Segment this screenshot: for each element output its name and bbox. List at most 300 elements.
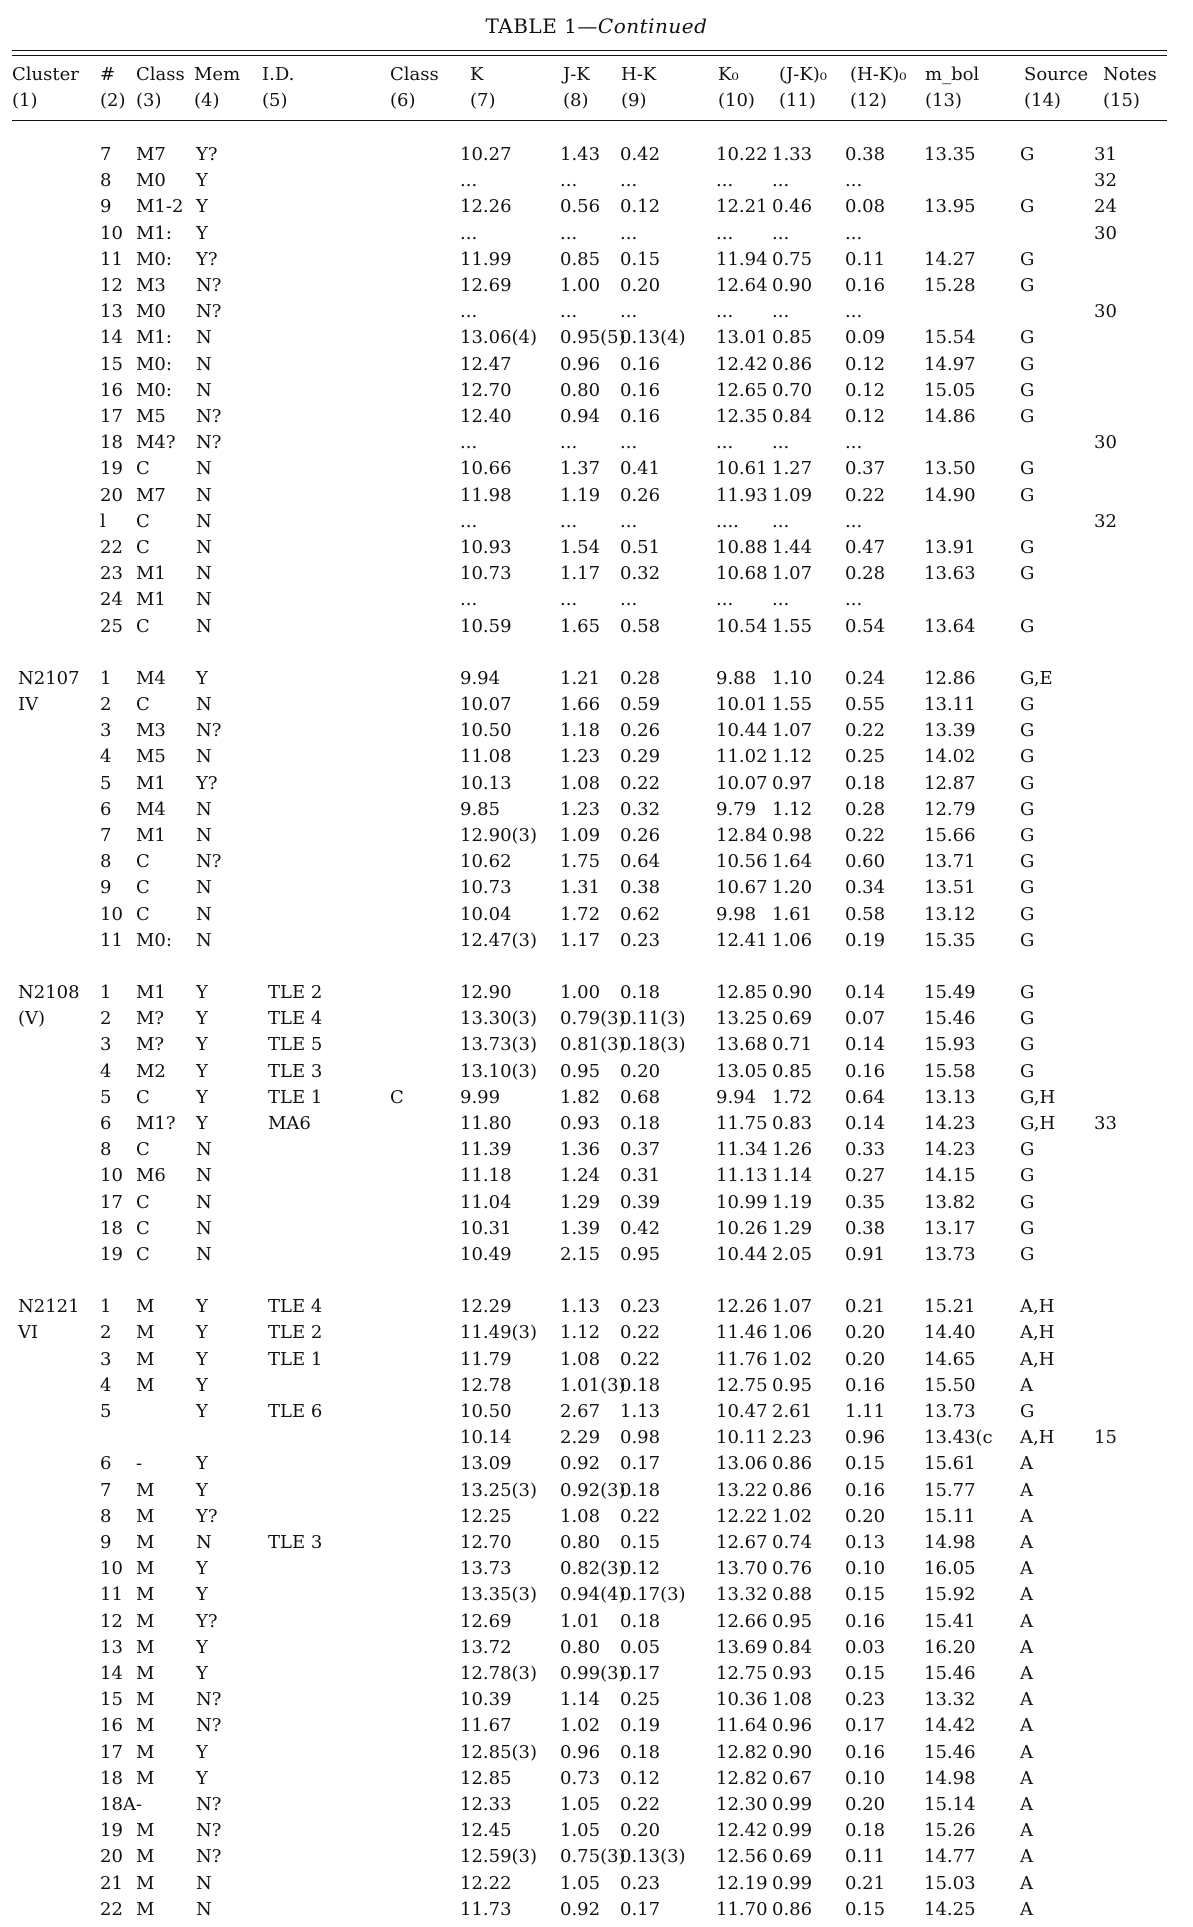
cell-spectral-class: M4 bbox=[136, 798, 166, 820]
cell-k0: 12.19 bbox=[716, 1872, 768, 1894]
cell-k0: 13.25 bbox=[716, 1008, 768, 1030]
cell-k0: ... bbox=[716, 432, 734, 454]
cell-h-k: 0.22 bbox=[620, 1794, 661, 1815]
cell-membership: N bbox=[196, 798, 212, 820]
cell-mbol: 14.97 bbox=[924, 353, 976, 375]
cell-jk0: 0.96 bbox=[772, 1715, 813, 1737]
cell-source: A bbox=[1020, 1558, 1033, 1580]
cell-spectral-class: M bbox=[136, 1846, 155, 1868]
cell-h-k: 0.58 bbox=[620, 615, 661, 637]
cell-spectral-class: C bbox=[136, 1086, 150, 1108]
cell-spectral-class: M bbox=[136, 1558, 155, 1580]
cell-star-number: 5 bbox=[100, 1401, 112, 1422]
table-row bbox=[0, 277, 1193, 303]
cell-jk0: 1.44 bbox=[772, 537, 813, 558]
cell-hk0: 0.25 bbox=[845, 746, 886, 768]
cell-spectral-class: M4 bbox=[136, 667, 166, 689]
cell-source: G bbox=[1020, 982, 1035, 1003]
cell-jk0: ... bbox=[772, 510, 790, 532]
cell-hk0: 0.14 bbox=[845, 1113, 886, 1134]
cell-membership: Y bbox=[196, 1034, 208, 1056]
cell-k0: ... bbox=[716, 170, 734, 192]
cell-hk0: 0.91 bbox=[845, 1244, 886, 1265]
cell-star-number: 22 bbox=[100, 537, 123, 558]
cell-jk0: 0.86 bbox=[772, 353, 813, 375]
cell-k-mag: 13.10(3) bbox=[460, 1060, 538, 1082]
cell-source: A bbox=[1020, 1689, 1033, 1711]
cell-k0: 12.82 bbox=[716, 1767, 768, 1789]
cell-jk0: 0.75 bbox=[772, 248, 813, 270]
cell-star-number: 6 bbox=[100, 1453, 112, 1475]
cell-mbol: 13.91 bbox=[924, 537, 976, 558]
cell-h-k: 0.17 bbox=[620, 1898, 661, 1920]
cell-jk0: 1.06 bbox=[772, 929, 813, 951]
cell-j-k: 1.43 bbox=[560, 144, 601, 165]
cell-star-number: 7 bbox=[100, 1479, 112, 1501]
cell-k-mag: 13.35(3) bbox=[460, 1584, 538, 1606]
cell-source: A bbox=[1020, 1584, 1033, 1606]
header-label-1: Cluster bbox=[12, 64, 79, 85]
cell-k0: ... bbox=[716, 222, 734, 244]
cell-source: G bbox=[1020, 537, 1035, 558]
cell-jk0: 0.84 bbox=[772, 406, 813, 427]
cell-star-number: 10 bbox=[100, 1165, 123, 1187]
cell-membership: N bbox=[196, 327, 212, 349]
cell-mbol: 13.82 bbox=[924, 1191, 976, 1213]
cell-membership: N? bbox=[196, 851, 222, 873]
cell-star-number: 4 bbox=[100, 1060, 112, 1082]
cell-membership: N bbox=[196, 379, 212, 401]
cell-jk0: 1.33 bbox=[772, 144, 813, 165]
cell-h-k: 0.22 bbox=[620, 1348, 661, 1370]
cell-spectral-class: M bbox=[136, 1872, 155, 1894]
cell-k0: 11.02 bbox=[716, 746, 768, 768]
cell-source: A bbox=[1020, 1453, 1033, 1475]
cell-source: A bbox=[1020, 1846, 1033, 1868]
cell-star-number: 18A- bbox=[100, 1794, 142, 1815]
cell-k0: 11.76 bbox=[716, 1348, 768, 1370]
cell-source: G bbox=[1020, 1217, 1035, 1239]
cell-hk0: 0.38 bbox=[845, 144, 886, 165]
header-label-5: I.D. bbox=[262, 64, 295, 85]
table-row bbox=[0, 929, 1193, 958]
cell-membership: Y bbox=[196, 1741, 208, 1763]
table-row bbox=[0, 565, 1193, 591]
cell-j-k: 1.29 bbox=[560, 1191, 601, 1213]
cell-jk0: 1.55 bbox=[772, 694, 813, 715]
cell-k0: 9.88 bbox=[716, 667, 757, 689]
cell-mbol: 13.43(c bbox=[924, 1427, 993, 1449]
cell-spectral-class: M6 bbox=[136, 1165, 166, 1187]
cell-spectral-class: C bbox=[136, 1244, 150, 1265]
cell-identifier: TLE 5 bbox=[268, 1034, 323, 1056]
cell-j-k: ... bbox=[560, 301, 578, 323]
cell-k-mag: 10.04 bbox=[460, 903, 512, 925]
cell-k0: 12.35 bbox=[716, 406, 768, 427]
cell-k0: 12.75 bbox=[716, 1374, 768, 1396]
cell-hk0: 0.18 bbox=[845, 772, 886, 794]
cell-k0: 10.44 bbox=[716, 720, 768, 742]
cell-spectral-class: M1: bbox=[136, 222, 172, 244]
cell-mbol: 14.90 bbox=[924, 484, 976, 506]
cell-source: G bbox=[1020, 851, 1035, 873]
cell-membership: N bbox=[196, 877, 212, 899]
cell-star-number: 20 bbox=[100, 1846, 123, 1868]
table-row bbox=[0, 1691, 1193, 1717]
cell-mbol: 14.86 bbox=[924, 406, 976, 427]
cell-membership: N bbox=[196, 694, 212, 715]
cell-spectral-class: M0: bbox=[136, 379, 172, 401]
cell-identifier: TLE 3 bbox=[268, 1060, 323, 1082]
cell-hk0: 0.16 bbox=[845, 275, 886, 296]
cell-k-mag: ... bbox=[460, 170, 478, 192]
cell-k-mag: 11.49(3) bbox=[460, 1322, 538, 1344]
cell-j-k: 1.21 bbox=[560, 667, 601, 689]
cell-spectral-class: M bbox=[136, 1741, 155, 1763]
cell-j-k: 0.80 bbox=[560, 1636, 601, 1658]
table-title-main: TABLE 1— bbox=[485, 14, 598, 38]
cell-h-k: 0.16 bbox=[620, 406, 661, 427]
cell-j-k: 1.24 bbox=[560, 1165, 601, 1187]
cell-membership: Y? bbox=[196, 248, 218, 270]
cell-source: A,H bbox=[1020, 1296, 1055, 1318]
cell-hk0: 0.11 bbox=[845, 248, 886, 270]
cell-star-number: 9 bbox=[100, 1532, 112, 1553]
cell-hk0: 0.12 bbox=[845, 406, 886, 427]
header-number-1: (1) bbox=[12, 90, 38, 111]
cell-source: G bbox=[1020, 903, 1035, 925]
cell-h-k: 0.15 bbox=[620, 1532, 661, 1553]
cell-h-k: ... bbox=[620, 222, 638, 244]
cell-k0: 10.47 bbox=[716, 1401, 768, 1422]
cell-source: G bbox=[1020, 1034, 1035, 1056]
cell-h-k: 0.26 bbox=[620, 484, 661, 506]
cell-mbol: 15.05 bbox=[924, 379, 976, 401]
table-row bbox=[0, 1848, 1193, 1874]
cell-h-k: 0.11(3) bbox=[620, 1008, 686, 1030]
cell-spectral-class: M bbox=[136, 1505, 155, 1527]
cell-source: G,E bbox=[1020, 667, 1053, 689]
cell-j-k: 1.31 bbox=[560, 877, 601, 899]
cell-jk0: 0.76 bbox=[772, 1558, 813, 1580]
cell-k-mag: ... bbox=[460, 510, 478, 532]
cell-jk0: 1.07 bbox=[772, 563, 813, 585]
cell-hk0: 0.64 bbox=[845, 1086, 886, 1108]
table-row bbox=[0, 1246, 1193, 1272]
cell-star-number: 17 bbox=[100, 1741, 123, 1763]
cell-hk0: 0.08 bbox=[845, 196, 886, 218]
cell-identifier: TLE 6 bbox=[268, 1401, 323, 1422]
table-row bbox=[0, 460, 1193, 486]
cell-jk0: 0.93 bbox=[772, 1663, 813, 1684]
cell-membership: N? bbox=[196, 720, 222, 742]
header-label-7: K bbox=[470, 64, 484, 85]
cluster-type: VI bbox=[18, 1322, 39, 1344]
cell-mbol: 15.49 bbox=[924, 982, 976, 1003]
cell-h-k: 0.18 bbox=[620, 1113, 661, 1134]
cell-spectral-class: C bbox=[136, 1217, 150, 1239]
cell-spectral-class: M1? bbox=[136, 1113, 176, 1134]
cell-k-mag: 12.25 bbox=[460, 1505, 512, 1527]
table-row bbox=[0, 772, 1193, 801]
cell-spectral-class: M1 bbox=[136, 563, 166, 585]
cell-hk0: 0.07 bbox=[845, 1008, 886, 1030]
cell-source: G bbox=[1020, 563, 1035, 585]
cell-spectral-class: M1-2 bbox=[136, 196, 184, 218]
table-row bbox=[0, 539, 1193, 565]
table-row bbox=[0, 1586, 1193, 1612]
cell-source: G bbox=[1020, 929, 1035, 951]
cell-h-k: 0.12 bbox=[620, 1558, 661, 1580]
cell-membership: N bbox=[196, 746, 212, 768]
cell-k0: 10.07 bbox=[716, 772, 768, 794]
cell-j-k: 1.00 bbox=[560, 982, 601, 1003]
cell-spectral-class: M bbox=[136, 1348, 155, 1370]
cell-star-number: 11 bbox=[100, 929, 123, 951]
cell-jk0: ... bbox=[772, 222, 790, 244]
table-row bbox=[0, 1665, 1193, 1691]
cell-j-k: 0.93 bbox=[560, 1113, 601, 1134]
header-number-2: (2) bbox=[100, 90, 126, 111]
table-row bbox=[0, 798, 1193, 827]
cell-spectral-class: M1 bbox=[136, 825, 166, 846]
cell-k0: 10.68 bbox=[716, 563, 768, 585]
cell-jk0: ... bbox=[772, 301, 790, 323]
cell-mbol: 14.98 bbox=[924, 1532, 976, 1553]
cell-hk0: 0.23 bbox=[845, 1689, 886, 1711]
cell-k0: 12.26 bbox=[716, 1296, 768, 1318]
cell-k0: 12.67 bbox=[716, 1532, 768, 1553]
cell-spectral-class: M3 bbox=[136, 275, 166, 296]
cell-jk0: ... bbox=[772, 170, 790, 192]
header-number-6: (6) bbox=[390, 90, 416, 111]
cell-membership: N bbox=[196, 1872, 212, 1894]
cell-source: A bbox=[1020, 1715, 1033, 1737]
cell-h-k: 0.05 bbox=[620, 1636, 661, 1658]
cell-source: A bbox=[1020, 1898, 1033, 1920]
cell-h-k: 0.26 bbox=[620, 825, 661, 846]
cell-mbol: 13.73 bbox=[924, 1401, 976, 1422]
table-title bbox=[0, 14, 1193, 38]
cell-j-k: 1.02 bbox=[560, 1715, 601, 1737]
cell-k-mag: 9.99 bbox=[460, 1086, 501, 1108]
cell-hk0: 0.15 bbox=[845, 1453, 886, 1475]
cell-jk0: 0.85 bbox=[772, 327, 813, 349]
cell-mbol: 13.50 bbox=[924, 458, 976, 480]
cell-spectral-class: C bbox=[136, 1139, 150, 1161]
cell-h-k: 0.25 bbox=[620, 1689, 661, 1711]
header-number-7: (7) bbox=[470, 90, 496, 111]
cell-k-mag: 12.33 bbox=[460, 1794, 512, 1815]
cell-k-mag: 11.79 bbox=[460, 1348, 512, 1370]
cell-mbol: 13.11 bbox=[924, 694, 976, 715]
table-row bbox=[0, 984, 1193, 1010]
cell-j-k: ... bbox=[560, 222, 578, 244]
table-row bbox=[0, 172, 1193, 198]
cell-hk0: 0.20 bbox=[845, 1322, 886, 1344]
cell-source: G bbox=[1020, 1008, 1035, 1030]
table-row bbox=[0, 1872, 1193, 1901]
cell-source: A bbox=[1020, 1820, 1033, 1842]
cell-notes: 30 bbox=[1094, 301, 1117, 323]
cell-h-k: 0.22 bbox=[620, 1322, 661, 1344]
cell-k0: 12.65 bbox=[716, 379, 768, 401]
cell-hk0: ... bbox=[845, 432, 863, 454]
table-row bbox=[0, 1403, 1193, 1429]
cell-k-mag: 13.25(3) bbox=[460, 1479, 538, 1501]
cell-jk0: 1.29 bbox=[772, 1217, 813, 1239]
cell-mbol: 14.98 bbox=[924, 1767, 976, 1789]
cell-star-number: 25 bbox=[100, 615, 123, 637]
cell-spectral-class: M3 bbox=[136, 720, 166, 742]
cell-hk0: 0.20 bbox=[845, 1794, 886, 1815]
cell-hk0: 0.22 bbox=[845, 720, 886, 742]
cell-star-number: 24 bbox=[100, 589, 123, 611]
cell-k0: 13.68 bbox=[716, 1034, 768, 1056]
cell-j-k: 1.23 bbox=[560, 798, 601, 820]
cell-j-k: 0.99(3) bbox=[560, 1663, 626, 1684]
cell-k-mag: 12.78(3) bbox=[460, 1663, 538, 1684]
cell-j-k: 1.09 bbox=[560, 825, 601, 846]
cell-jk0: 0.88 bbox=[772, 1584, 813, 1606]
cell-k0: 12.82 bbox=[716, 1741, 768, 1763]
cell-k-mag: 12.26 bbox=[460, 196, 512, 218]
cell-k0: 13.01 bbox=[716, 327, 768, 349]
cell-spectral-class: M0 bbox=[136, 170, 166, 192]
cell-source: G bbox=[1020, 720, 1035, 742]
cell-jk0: 0.97 bbox=[772, 772, 813, 794]
cell-k-mag: 13.09 bbox=[460, 1453, 512, 1475]
cell-j-k: 1.05 bbox=[560, 1820, 601, 1842]
cell-identifier: TLE 1 bbox=[268, 1086, 323, 1108]
cell-membership: Y bbox=[196, 1008, 208, 1030]
cell-hk0: ... bbox=[845, 589, 863, 611]
cell-mbol: 13.51 bbox=[924, 877, 976, 899]
cell-membership: Y bbox=[196, 1060, 208, 1082]
cell-j-k: ... bbox=[560, 170, 578, 192]
cell-spectral-class: M bbox=[136, 1715, 155, 1737]
cell-membership: N bbox=[196, 563, 212, 585]
cell-k-mag: 12.70 bbox=[460, 1532, 512, 1553]
cell-k-mag: 12.78 bbox=[460, 1374, 512, 1396]
cell-j-k: 1.75 bbox=[560, 851, 601, 873]
cell-mbol: 14.77 bbox=[924, 1846, 976, 1868]
cell-j-k: 0.92(3) bbox=[560, 1479, 626, 1501]
cell-mbol: 16.05 bbox=[924, 1558, 976, 1580]
header-number-12: (12) bbox=[850, 90, 887, 111]
cell-star-number: 1 bbox=[100, 1296, 112, 1318]
cell-h-k: 0.17 bbox=[620, 1453, 661, 1475]
header-number-15: (15) bbox=[1103, 90, 1140, 111]
cell-k-mag: 12.47(3) bbox=[460, 929, 538, 951]
cell-j-k: 1.01(3) bbox=[560, 1374, 626, 1396]
cell-source: G bbox=[1020, 275, 1035, 296]
cell-k-mag: 12.69 bbox=[460, 1610, 512, 1632]
cell-jk0: 1.55 bbox=[772, 615, 813, 637]
cluster-name: N2121 bbox=[18, 1296, 80, 1318]
cell-hk0: 0.14 bbox=[845, 982, 886, 1003]
table-row bbox=[0, 1741, 1193, 1770]
cell-j-k: 2.29 bbox=[560, 1427, 601, 1449]
header-label-9: H-K bbox=[621, 64, 657, 85]
cell-hk0: 0.22 bbox=[845, 484, 886, 506]
cell-jk0: 0.85 bbox=[772, 1060, 813, 1082]
cell-k-mag: 10.93 bbox=[460, 537, 512, 558]
cell-j-k: ... bbox=[560, 510, 578, 532]
cell-h-k: 0.37 bbox=[620, 1139, 661, 1161]
cell-mbol: 15.92 bbox=[924, 1584, 976, 1606]
cell-star-number: 10 bbox=[100, 222, 123, 244]
cell-source: G bbox=[1020, 484, 1035, 506]
cell-k-mag: 9.94 bbox=[460, 667, 501, 689]
cell-k0: 11.46 bbox=[716, 1322, 768, 1344]
cell-jk0: 1.02 bbox=[772, 1348, 813, 1370]
cell-source: A bbox=[1020, 1663, 1033, 1684]
cell-spectral-class: M0: bbox=[136, 929, 172, 951]
cell-h-k: 0.15 bbox=[620, 248, 661, 270]
table-row bbox=[0, 1429, 1193, 1455]
cell-jk0: 1.27 bbox=[772, 458, 813, 480]
cell-membership: N? bbox=[196, 406, 222, 427]
cell-k0: 12.42 bbox=[716, 353, 768, 375]
table-row bbox=[0, 303, 1193, 329]
cell-j-k: 0.82(3) bbox=[560, 1558, 626, 1580]
cell-mbol: 13.13 bbox=[924, 1086, 976, 1108]
cell-k0: 10.44 bbox=[716, 1244, 768, 1265]
cell-mbol: 13.64 bbox=[924, 615, 976, 637]
cell-h-k: 0.13(4) bbox=[620, 327, 686, 349]
cell-j-k: 0.80 bbox=[560, 1532, 601, 1553]
cell-star-number: 1 bbox=[100, 667, 112, 689]
header-label-10: K₀ bbox=[718, 64, 739, 85]
cell-star-number: 18 bbox=[100, 1217, 123, 1239]
cell-membership: N bbox=[196, 825, 212, 846]
cell-class-6: C bbox=[390, 1086, 404, 1108]
cell-k-mag: 11.08 bbox=[460, 746, 512, 768]
cell-spectral-class: M0: bbox=[136, 353, 172, 375]
cell-j-k: 0.81(3) bbox=[560, 1034, 626, 1056]
cell-k-mag: 12.45 bbox=[460, 1820, 512, 1842]
cell-membership: N bbox=[196, 353, 212, 375]
cell-hk0: 0.03 bbox=[845, 1636, 886, 1658]
cell-k-mag: 9.85 bbox=[460, 798, 501, 820]
table-row bbox=[0, 1060, 1193, 1089]
cell-star-number: 2 bbox=[100, 694, 112, 715]
table-row bbox=[0, 1348, 1193, 1377]
cell-membership: Y bbox=[196, 1374, 208, 1396]
cell-k0: 9.94 bbox=[716, 1086, 757, 1108]
cell-membership: Y bbox=[196, 1401, 208, 1422]
cell-star-number: 4 bbox=[100, 746, 112, 768]
cell-mbol: 15.61 bbox=[924, 1453, 976, 1475]
cell-k-mag: 12.22 bbox=[460, 1872, 512, 1894]
cell-membership: Y bbox=[196, 1767, 208, 1789]
cell-jk0: 0.71 bbox=[772, 1034, 813, 1056]
cell-jk0: 0.95 bbox=[772, 1374, 813, 1396]
cell-j-k: 1.54 bbox=[560, 537, 601, 558]
cell-hk0: 0.10 bbox=[845, 1558, 886, 1580]
cell-spectral-class: M bbox=[136, 1610, 155, 1632]
cell-h-k: 0.23 bbox=[620, 1872, 661, 1894]
cell-hk0: 0.54 bbox=[845, 615, 886, 637]
table-row bbox=[0, 1636, 1193, 1665]
cell-k-mag: 13.72 bbox=[460, 1636, 512, 1658]
cell-identifier: TLE 2 bbox=[268, 982, 323, 1003]
cell-k-mag: 11.04 bbox=[460, 1191, 512, 1213]
table-row bbox=[0, 408, 1193, 434]
cell-star-number: 13 bbox=[100, 301, 123, 323]
table-row bbox=[0, 1717, 1193, 1743]
